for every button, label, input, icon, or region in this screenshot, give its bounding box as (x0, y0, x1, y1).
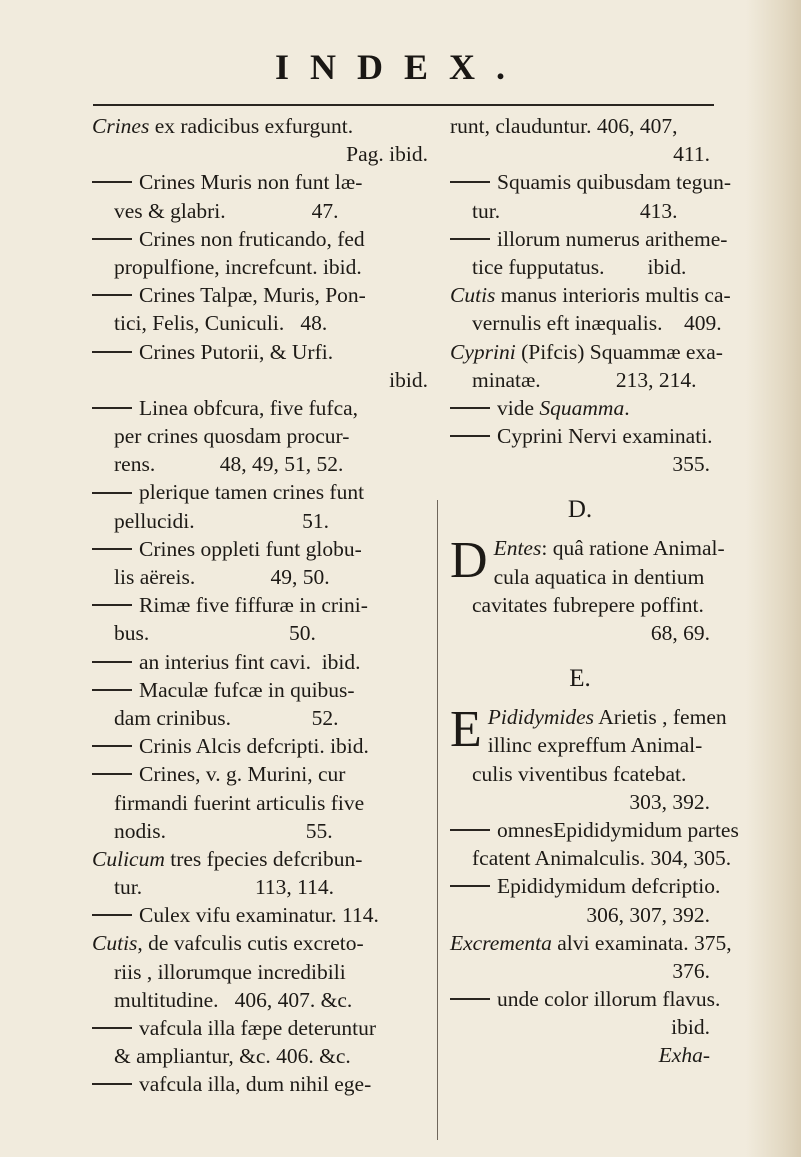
line-text: Crines Muris non funt læ- (139, 170, 363, 195)
line-text: Crinis Alcis defcripti. ibid. (139, 734, 369, 759)
index-line (92, 704, 428, 732)
line-text: Epididymidum defcriptio. (497, 874, 721, 899)
line-text: culis viventibus fcatebat. (472, 761, 687, 786)
line-text: Crines Putorii, & Urfi. (139, 339, 334, 364)
index-entry (450, 701, 727, 816)
ditto-dash (92, 238, 132, 240)
index-line (450, 253, 710, 281)
ditto-dash (92, 351, 132, 353)
index-line (450, 591, 710, 619)
index-line (92, 1014, 428, 1042)
index-entry (450, 929, 732, 985)
line-text: runt, clauduntur. 406, 407, (450, 114, 678, 138)
line-text: bus. 50. (114, 621, 316, 646)
line-text: plerique tamen crines funt (139, 480, 365, 505)
index-entry (92, 676, 428, 732)
ditto-dash (450, 829, 490, 831)
headword: Excrementa (450, 930, 552, 955)
index-entry (450, 532, 725, 647)
index-line: Entes: quâ ratione Animal- (493, 536, 725, 561)
index-line (450, 1013, 710, 1041)
index-line: Cutis, de vafculis cutis excreto- (92, 931, 364, 956)
index-line (92, 732, 428, 760)
index-line (92, 563, 428, 591)
headword: Culicum (92, 846, 165, 871)
index-line (92, 507, 428, 535)
index-line (92, 958, 428, 986)
headword: Pididymides (487, 705, 595, 730)
index-entry (92, 338, 428, 394)
ditto-dash (92, 914, 132, 916)
index-line (92, 986, 428, 1014)
index-entry (450, 281, 731, 337)
line-text: Crines Talpæ, Muris, Pon- (139, 283, 366, 308)
headword: Crines (92, 114, 150, 138)
index-entry (92, 760, 428, 845)
index-entry (92, 394, 428, 479)
headword: Cyprini (450, 339, 516, 364)
index-line (92, 789, 428, 817)
index-line (450, 422, 713, 450)
line-text: dam crinibus. 52. (114, 705, 339, 730)
index-entry (450, 394, 710, 422)
index-entry (92, 901, 428, 929)
line-text: Cyprini Nervi examinati. (497, 424, 713, 449)
line-text: Pag. ibid. (346, 142, 428, 167)
ditto-dash (450, 885, 490, 887)
index-entry (450, 225, 728, 281)
index-line (450, 309, 722, 337)
index-line (450, 1041, 710, 1069)
index-line (92, 394, 428, 422)
index-line (92, 535, 428, 563)
index-entry (92, 112, 428, 168)
ditto-dash (450, 407, 490, 409)
index-entry (92, 1014, 428, 1070)
line-text: 68, 69. (650, 621, 710, 645)
index-line (450, 788, 710, 816)
headword: Cutis (450, 283, 496, 308)
line-text: fcatent Animalculis. 304, 305. (472, 846, 732, 871)
ditto-dash (450, 998, 490, 1000)
index-line: Pididymides Arietis , femen (487, 705, 727, 730)
index-line: Crines ex radicibus exfurgunt. (92, 114, 354, 138)
drop-cap: D (450, 532, 488, 590)
index-line (92, 366, 428, 394)
line-text: propulfione, increfcunt. ibid. (114, 254, 362, 279)
index-line (92, 676, 428, 704)
right-column (450, 112, 739, 1070)
index-line (450, 957, 710, 985)
section-heading: D. (567, 496, 593, 524)
line-text: ibid. (671, 1015, 710, 1040)
line-text: multitudine. 406, 407. &c. (114, 987, 353, 1012)
ditto-dash (92, 689, 132, 691)
drop-cap: E (450, 701, 482, 759)
line-text: ibid. (389, 367, 428, 392)
index-entry (92, 732, 428, 760)
ditto-dash (92, 661, 132, 663)
index-entry (92, 478, 428, 534)
line-text: lis aëreis. 49, 50. (114, 565, 330, 589)
line-text: firmandi fuerint articulis five (114, 790, 365, 815)
index-entry (92, 845, 428, 901)
index-line (92, 281, 428, 309)
index-entry (92, 168, 428, 224)
line-text: illinc expreffum Animal- (487, 733, 703, 758)
line-text: pellucidi. 51. (114, 508, 329, 533)
index-line (92, 873, 428, 901)
line-text: unde color illorum flavus. (497, 987, 721, 1012)
headword: Exha- (658, 1043, 710, 1068)
line-text: & ampliantur, &c. 406. &c. (114, 1044, 351, 1069)
index-entry (450, 422, 713, 478)
index-line: vide Squamma. (450, 394, 710, 422)
header-rule (93, 104, 714, 106)
index-entry (92, 225, 428, 281)
line-text: vafcula illa, dum nihil ege- (139, 1072, 372, 1097)
line-text: 376. (672, 958, 710, 983)
index-line (450, 366, 710, 394)
line-text: rens. 48, 49, 51, 52. (114, 452, 344, 477)
line-text: vafcula illa fæpe deteruntur (139, 1016, 376, 1040)
index-line (450, 872, 721, 900)
index-line (450, 816, 739, 844)
line-text: per crines quosdam procur- (114, 424, 350, 449)
section-heading: E. (569, 665, 591, 693)
index-line: Cutis manus interioris multis ca- (450, 283, 731, 308)
index-entry (92, 929, 428, 1014)
index-line (92, 225, 428, 253)
line-text: 303, 392. (629, 789, 710, 814)
index-line (92, 338, 428, 366)
index-line (92, 817, 428, 845)
line-text: tur. 413. (472, 198, 678, 223)
page-edge-shadow (746, 0, 801, 1157)
ditto-dash (92, 407, 132, 409)
index-line (450, 760, 710, 788)
index-line (450, 225, 728, 253)
index-line: Culicum tres fpecies defcribun- (92, 846, 363, 871)
column-separator (437, 500, 438, 1140)
headword: Squamma (539, 395, 625, 420)
line-text: an interius fint cavi. ibid. (139, 649, 361, 674)
index-entry (450, 816, 739, 872)
line-text: cavitates fubrepere poffint. (472, 592, 704, 617)
line-text: Linea obfcura, five fufca, (139, 395, 359, 420)
line-text: Maculæ fufcæ in quibus- (139, 677, 355, 702)
index-entry (450, 112, 710, 168)
line-text: vernulis eft inæqualis. 409. (472, 311, 722, 336)
index-line (92, 478, 428, 506)
index-line: Excrementa alvi examinata. 375, (450, 930, 732, 955)
index-line (92, 309, 428, 337)
index-line (450, 844, 732, 872)
index-entry (92, 1070, 428, 1098)
ditto-dash (92, 548, 132, 550)
index-line (450, 450, 710, 478)
ditto-dash (92, 1083, 132, 1085)
index-line (450, 197, 710, 225)
index-line (450, 901, 710, 929)
index-line (92, 253, 428, 281)
page-header: INDEX. (274, 47, 526, 87)
ditto-dash (450, 238, 490, 240)
line-text: omnesEpididymidum partes (497, 817, 739, 842)
index-line (92, 901, 428, 929)
line-text: 306, 307, 392. (586, 902, 710, 927)
index-entry (450, 985, 721, 1041)
ditto-dash (450, 435, 490, 437)
line-text: Squamis quibusdam tegun- (497, 170, 732, 195)
headword: Entes (493, 536, 542, 561)
index-line (450, 619, 710, 647)
ditto-dash (92, 181, 132, 183)
index-entry (450, 872, 721, 928)
ditto-dash (92, 745, 132, 747)
index-line (92, 1042, 428, 1070)
index-entry (450, 338, 723, 394)
line-text: 411. (673, 142, 710, 167)
line-text: Rimæ five fiffuræ in crini- (139, 593, 368, 618)
index-entry (450, 1041, 710, 1069)
index-line (450, 563, 710, 591)
index-entry (92, 281, 428, 337)
line-text: illorum numerus aritheme- (497, 226, 728, 251)
index-line (92, 1070, 428, 1098)
index-line (92, 422, 428, 450)
line-text: cula aquatica in dentium (493, 564, 705, 589)
index-line (92, 591, 428, 619)
ditto-dash (92, 294, 132, 296)
index-line: Cyprini (Pifcis) Squammæ exa- (450, 339, 723, 364)
line-text: 355. (672, 452, 710, 477)
line-text: nodis. 55. (114, 818, 333, 843)
line-text: Crines, v. g. Murini, cur (139, 762, 346, 787)
line-text: Crines oppleti funt globu- (139, 536, 362, 561)
index-line (92, 168, 428, 196)
line-text: Crines non fruticando, fed (139, 226, 365, 251)
ditto-dash (92, 604, 132, 606)
index-entry (92, 535, 428, 591)
line-text: minatæ. 213, 214. (472, 367, 697, 392)
index-line (450, 112, 710, 140)
index-entry (92, 648, 428, 676)
line-text: Culex vifu examinatur. 114. (139, 903, 379, 928)
line-text: riis , illorumque incredibili (114, 959, 346, 984)
ditto-dash (92, 492, 132, 494)
line-text: tice fupputatus. ibid. (472, 254, 687, 279)
ditto-dash (92, 1027, 132, 1029)
left-column (92, 112, 428, 1099)
index-line (92, 760, 428, 788)
headword: Cutis (92, 931, 138, 956)
index-line (92, 450, 428, 478)
index-line (92, 140, 428, 168)
index-entry (92, 591, 428, 647)
index-line (450, 731, 710, 759)
ditto-dash (450, 181, 490, 183)
ditto-dash (92, 773, 132, 775)
index-line (92, 648, 428, 676)
index-line (450, 985, 721, 1013)
index-line (92, 197, 428, 225)
index-line (92, 619, 428, 647)
index-entry (450, 168, 732, 224)
index-line (450, 168, 732, 196)
line-text: tici, Felis, Cuniculi. 48. (114, 311, 328, 336)
line-text: tur. 113, 114. (114, 875, 334, 900)
index-line (450, 140, 710, 168)
line-text: ves & glabri. 47. (114, 198, 339, 223)
